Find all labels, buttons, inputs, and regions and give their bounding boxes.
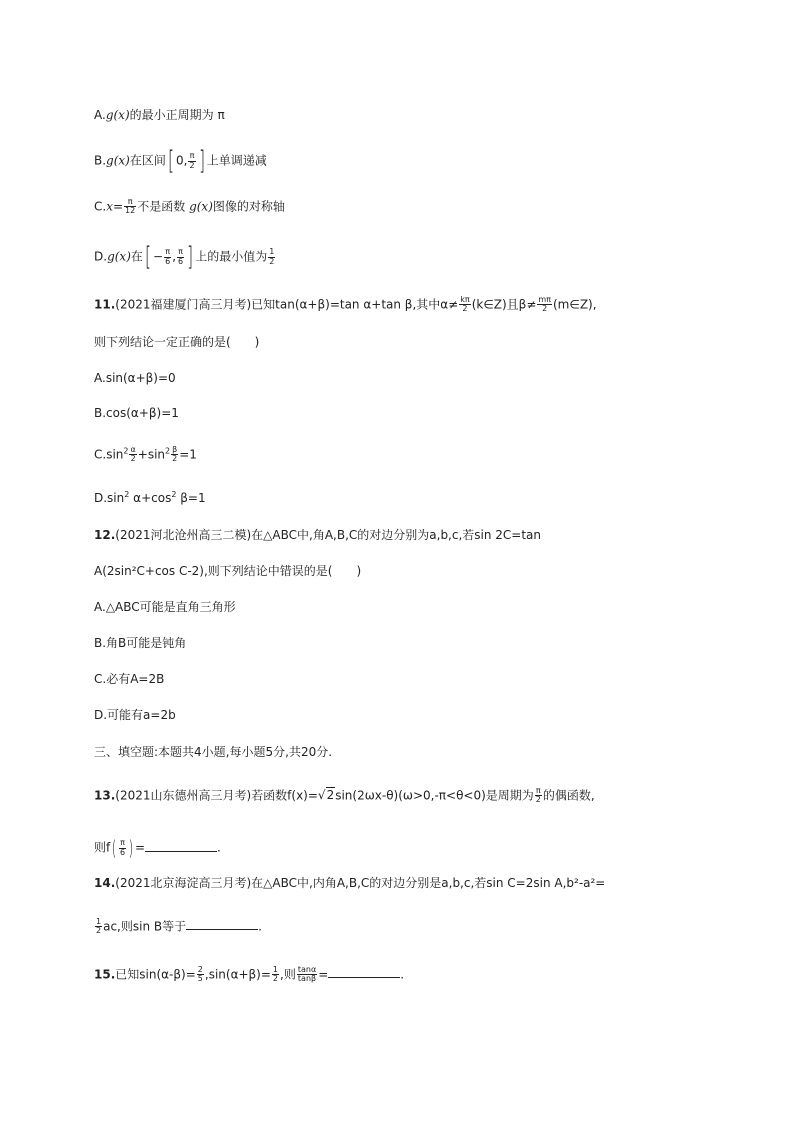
option-c-q12: C.必有A=2B <box>94 672 165 686</box>
left-bracket: [ <box>167 146 174 176</box>
option-a-q10: A.g(x)的最小正周期为 π <box>94 108 225 122</box>
option-b-q11: B.cos(α+β)=1 <box>94 406 179 420</box>
fraction: $\frac{1}{2}$ <box>272 965 279 984</box>
question-11: 11.(2021福建厦门高三月考)已知tan(α+β)=tan α+tan β,其中α≠ $\frac{k\pi}{2}$ (k∈Z)且β≠ $\frac{m\pi}{2}$ (m∈Z), <box>94 295 597 314</box>
answer-blank[interactable] <box>145 841 217 852</box>
fraction: $\frac{\alpha}{2}$ <box>130 445 136 464</box>
fraction: $\frac{\pi}{6}$ <box>178 247 184 266</box>
option-d-q11: $D.\sin^2$ $\alpha+\cos^2$ β=1 <box>94 490 206 505</box>
fraction: $\frac{1}{2}$ <box>269 247 275 266</box>
option-d-q10: D.g(x)在[ − $\frac{\pi}{6}$ , $\frac{\pi}{6}$ ] 上的最小值为 $\frac{1}{2}$ <box>94 242 275 272</box>
question-13: 13.(2021山东德州高三月考)若函数f(x)=√2sin(2ωx-θ)(ω>0,-π<θ<0)是周期为 $\frac{\pi}{2}$ 的偶函数, <box>94 786 595 805</box>
fraction: $\frac{\pi}{6}$ <box>120 838 126 857</box>
fraction: $\frac{\pi}{2}$ <box>189 151 195 170</box>
answer-blank[interactable] <box>186 919 258 930</box>
question-11-line2: 则下列结论一定正确的是( ) <box>94 335 260 349</box>
answer-blank[interactable] <box>328 967 400 978</box>
question-15: 15.已知sin(α-β)= $\frac{2}{5}$ ,sin(α+β)= $\frac{1}{2}$ ,则 $\frac{\tan\alpha}{\tan\beta}$ = . <box>94 965 405 984</box>
option-c-q11: $C.\sin^2$ $\frac{\alpha}{2}$ $+\sin^2$ $\frac{\beta}{2}$ =1 <box>94 445 197 464</box>
question-14-line2: $\frac{1}{2}$ ac,则sin B等于 . <box>96 917 262 936</box>
section-3-heading: 三、填空题:本题共4小题,每小题5分,共20分. <box>94 745 333 759</box>
fraction: $\frac{\beta}{2}$ <box>172 445 178 464</box>
fraction: $\frac{2}{5}$ <box>197 965 203 984</box>
option-b-q12: B.角B可能是钝角 <box>94 636 187 650</box>
option-a-q11: A.sin(α+β)=0 <box>94 371 176 385</box>
fraction: $\frac{\pi}{12}$ <box>125 197 136 216</box>
right-bracket: ] <box>187 242 194 272</box>
fraction: $\frac{\pi}{6}$ <box>165 247 171 266</box>
question-12: 12.(2021河北沧州高三二模)在△ABC中,角A,B,C的对边分别为a,b,c,若sin 2C=tan <box>94 528 542 542</box>
right-bracket: ] <box>198 146 205 176</box>
fraction: $\frac{m\pi}{2}$ <box>538 295 551 314</box>
option-b-q10: B.g(x)在区间[ 0, $\frac{\pi}{2}$ ] 上单调递减 <box>94 146 267 176</box>
question-13-line2: 则f( $\frac{\pi}{6}$ ) = . <box>94 836 221 860</box>
option-c-q10: C.x= $\frac{\pi}{12}$ 不是函数 g(x)图像的对称轴 <box>94 197 285 216</box>
option-a-q12: A.△ABC可能是直角三角形 <box>94 600 236 614</box>
fraction: $\frac{\pi}{2}$ <box>535 786 541 805</box>
left-bracket: [ <box>144 242 152 272</box>
question-14: 14.(2021北京海淀高三月考)在△ABC中,内角A,B,C的对边分别是a,b,c,若sin C=2sin A,b²-a²= <box>94 876 606 890</box>
fraction: $\frac{k\pi}{2}$ <box>460 295 470 314</box>
sqrt-symbol: √2 <box>317 788 335 803</box>
question-12-line2: A(2sin²C+cos C-2),则下列结论中错误的是( ) <box>94 564 362 578</box>
option-d-q12: D.可能有a=2b <box>94 708 176 722</box>
fraction: $\frac{\tan\alpha}{\tan\beta}$ <box>297 965 317 984</box>
fraction: $\frac{1}{2}$ <box>96 917 102 936</box>
